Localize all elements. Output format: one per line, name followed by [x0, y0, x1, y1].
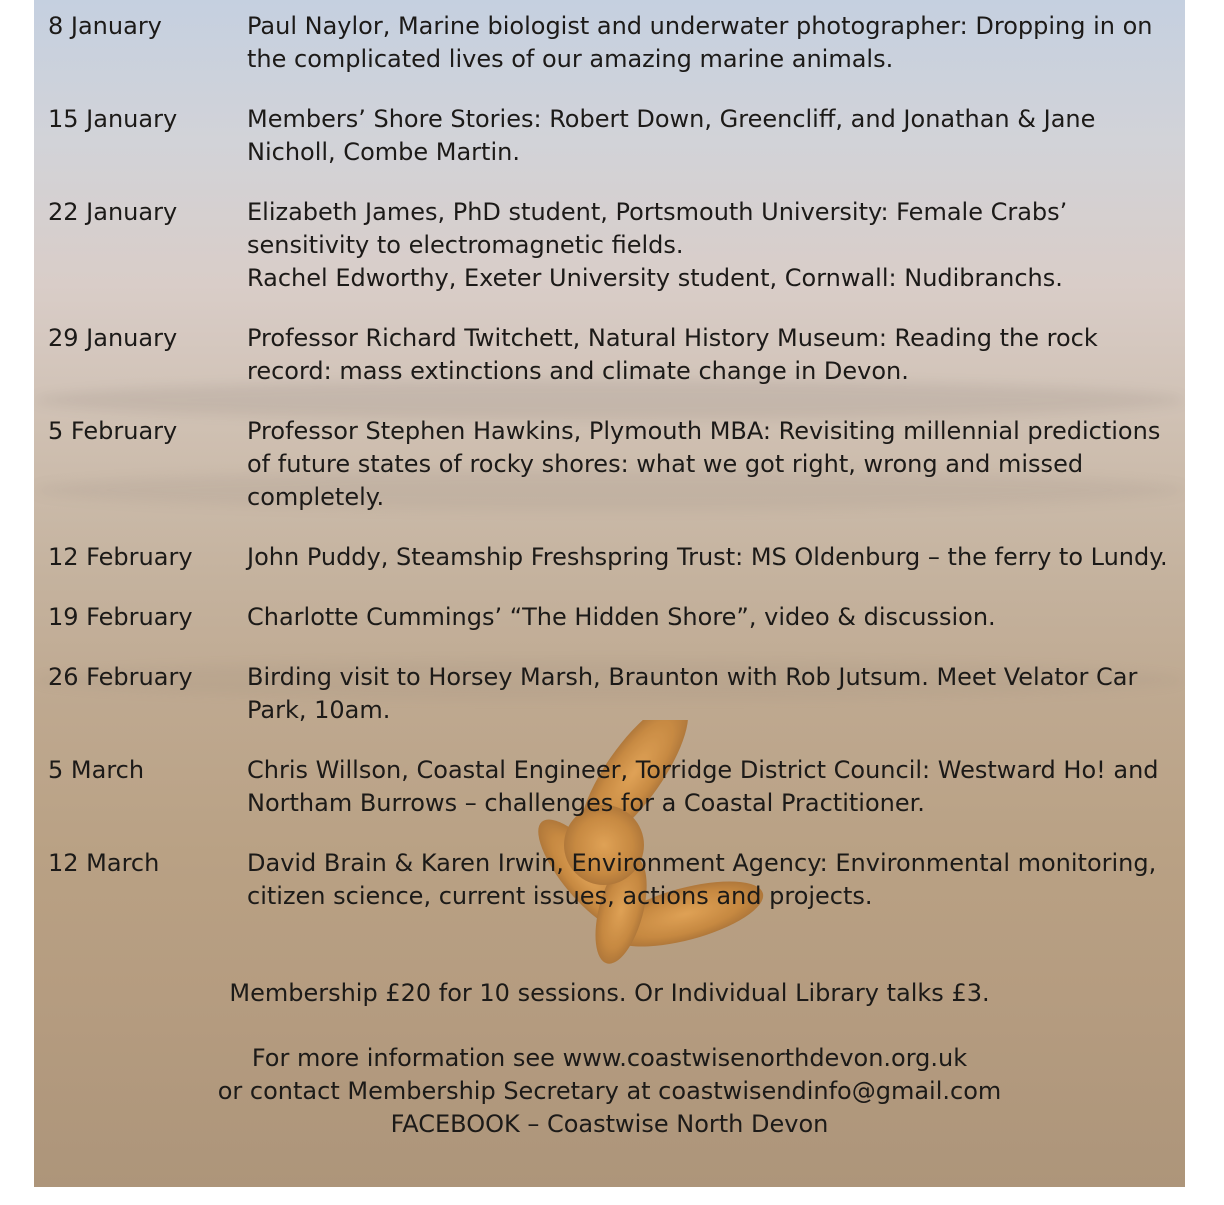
talk-description-line: Paul Naylor, Marine biologist and underwater photographer: Dropping in on the complicated lives of our amazing marine animals.	[247, 12, 1153, 73]
talk-date: 15 January	[48, 105, 178, 133]
talk-description-line: Chris Willson, Coastal Engineer, Torridge District Council: Westward Ho! and Northam Burrows – challenges for a Coastal Practitioner.	[247, 756, 1159, 817]
email-line: or contact Membership Secretary at coastwisendinfo@gmail.com	[217, 1077, 1002, 1105]
talk-description-line: Rachel Edworthy, Exeter University student, Cornwall: Nudibranchs.	[247, 264, 1063, 292]
talk-schedule	[48, 10, 1178, 940]
talk-date: 12 February	[48, 543, 193, 571]
schedule-row	[48, 661, 1178, 727]
talk-description	[247, 415, 1178, 514]
talk-description	[247, 601, 1178, 634]
website-line: For more information see www.coastwisenorthdevon.org.uk	[251, 1044, 968, 1072]
talk-date: 12 March	[48, 849, 160, 877]
schedule-row	[48, 415, 1178, 514]
talk-date: 26 February	[48, 663, 193, 691]
talk-description	[247, 10, 1178, 76]
schedule-row	[48, 322, 1178, 388]
talk-description-line: David Brain & Karen Irwin, Environment Agency: Environmental monitoring, citizen science, current issues, actions and projects.	[247, 849, 1157, 910]
talk-description	[247, 103, 1178, 169]
talk-date: 8 January	[48, 12, 162, 40]
schedule-row	[48, 196, 1178, 295]
schedule-row	[48, 754, 1178, 820]
talk-date: 22 January	[48, 198, 178, 226]
schedule-row	[48, 541, 1178, 574]
facebook-line: FACEBOOK – Coastwise North Devon	[390, 1110, 829, 1138]
talk-description	[247, 847, 1178, 913]
talk-date: 5 March	[48, 756, 145, 784]
talk-date: 5 February	[48, 417, 178, 445]
schedule-row	[48, 847, 1178, 913]
talk-description	[247, 661, 1178, 727]
talk-date: 19 February	[48, 603, 193, 631]
membership-note: Membership £20 for 10 sessions. Or Individual Library talks £3.	[229, 979, 990, 1007]
talk-description-line: Birding visit to Horsey Marsh, Braunton with Rob Jutsum. Meet Velator Car Park, 10am.	[247, 663, 1138, 724]
schedule-row	[48, 601, 1178, 634]
talk-description	[247, 541, 1178, 574]
talk-description-line: Members’ Shore Stories: Robert Down, Greencliff, and Jonathan & Jane Nicholl, Combe Martin.	[247, 105, 1096, 166]
schedule-row	[48, 10, 1178, 76]
talk-description-line: Professor Stephen Hawkins, Plymouth MBA: Revisiting millennial predictions of future states of rocky shores: what we got right, wrong and missed completely.	[247, 417, 1161, 511]
talk-description	[247, 196, 1178, 295]
talk-description-line: John Puddy, Steamship Freshspring Trust: MS Oldenburg – the ferry to Lundy.	[247, 543, 1168, 571]
talk-description-line: Professor Richard Twitchett, Natural History Museum: Reading the rock record: mass extinctions and climate change in Devon.	[247, 324, 1098, 385]
talk-description-line: Elizabeth James, PhD student, Portsmouth University: Female Crabs’ sensitivity to electromagnetic fields.	[247, 198, 1068, 259]
talk-description-line: Charlotte Cummings’ “The Hidden Shore”, video & discussion.	[247, 603, 996, 631]
talk-date: 29 January	[48, 324, 178, 352]
talk-description	[247, 754, 1178, 820]
talk-description	[247, 322, 1178, 388]
contact-info	[34, 1042, 1185, 1141]
schedule-row	[48, 103, 1178, 169]
poster-background	[34, 0, 1185, 1187]
